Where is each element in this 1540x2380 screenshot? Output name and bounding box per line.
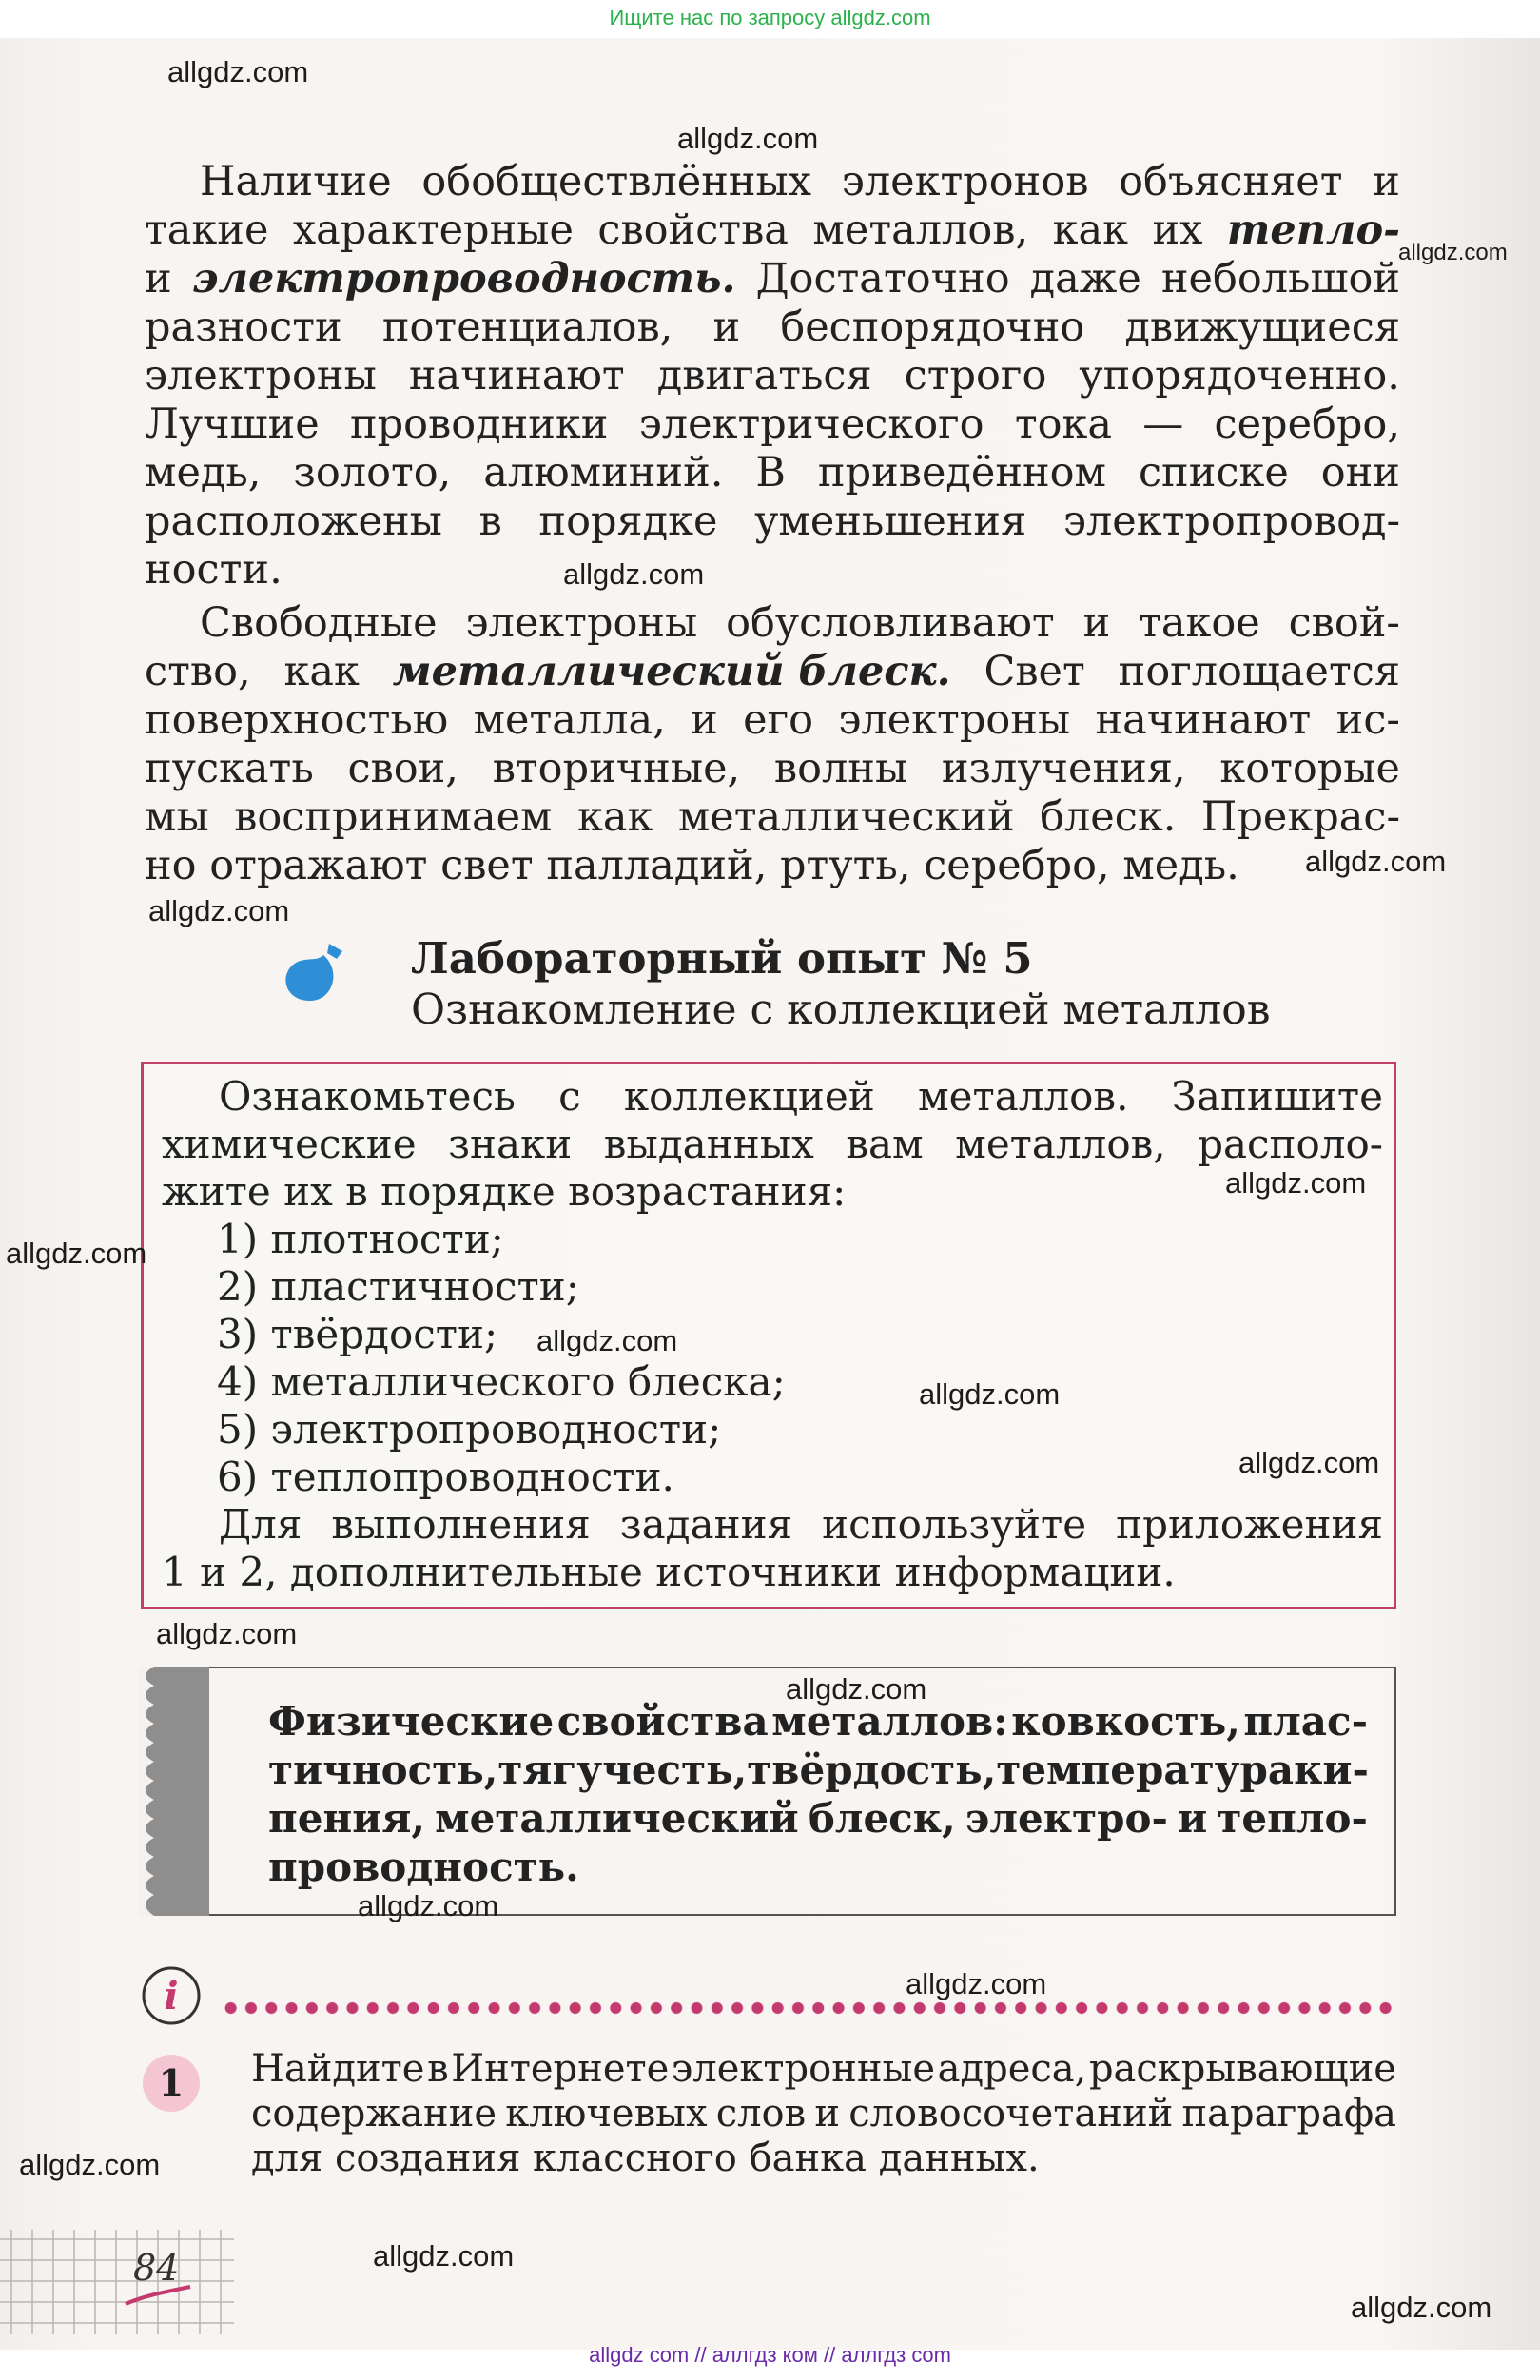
watermark[interactable]: allgdz.com: [906, 1967, 1047, 2000]
task-list: [162, 1216, 1383, 1501]
page-grid-icon: [0, 2230, 234, 2334]
bottom-banner[interactable]: allgdz com // аллгдз ком // аллгдз com: [589, 2343, 951, 2367]
word: Интернете: [451, 2047, 670, 2091]
word: используйте: [822, 1501, 1087, 1548]
text-line: [251, 2092, 1396, 2136]
watermark[interactable]: allgdz.com: [6, 1237, 147, 1270]
word: беспорядочно: [780, 303, 1085, 351]
word: проводность.: [268, 1844, 579, 1890]
watermark[interactable]: allgdz.com: [919, 1377, 1061, 1411]
word: свой-: [1288, 599, 1400, 647]
word: и: [1178, 1795, 1208, 1842]
info-letter: i: [164, 1974, 179, 2019]
word: проводники: [349, 400, 609, 448]
word: двигаться: [656, 352, 872, 400]
word: тичность,: [268, 1746, 498, 1793]
word: в: [427, 2047, 449, 2091]
word: и: [814, 2092, 840, 2136]
word: жите их в порядке возрастания:: [162, 1168, 847, 1215]
watermark[interactable]: allgdz.com: [536, 1324, 678, 1357]
word: в: [478, 497, 502, 545]
word: свойства: [597, 206, 789, 254]
word: приложения: [1116, 1501, 1383, 1548]
page-number: 84: [133, 2247, 180, 2289]
text-line: [268, 1794, 1368, 1843]
word: металлов.: [917, 1073, 1129, 1120]
word: с: [558, 1073, 581, 1120]
word: блеск,: [808, 1795, 956, 1842]
word: строго: [904, 352, 1047, 400]
word: и: [145, 255, 172, 302]
list-item: 5) электропроводности;: [217, 1406, 722, 1453]
notebook-strip-icon: [139, 1667, 209, 1916]
question-text: [251, 2047, 1396, 2181]
text-line: [145, 206, 1400, 255]
word: упорядоченно.: [1079, 352, 1400, 400]
word: даже: [1029, 255, 1141, 302]
text-line: [145, 497, 1400, 546]
word: раскрывающие: [1088, 2047, 1396, 2091]
word: задания: [619, 1501, 793, 1548]
word: содержание: [251, 2092, 497, 2136]
word: ки-: [1294, 1746, 1369, 1793]
text-line: [145, 303, 1400, 352]
word: металлов,: [812, 206, 1029, 254]
word: Свободные: [200, 599, 438, 647]
text-line: [162, 1501, 1383, 1549]
word: движущиеся: [1124, 303, 1400, 351]
word: и: [712, 303, 741, 351]
word: расположены: [145, 497, 442, 545]
word: они: [1320, 449, 1400, 497]
watermark[interactable]: allgdz.com: [19, 2148, 161, 2181]
word: характерные: [292, 206, 574, 254]
word: волны: [773, 745, 908, 792]
word: потенциалов,: [381, 303, 673, 351]
word: но отражают свет палладий, ртуть, серебро, медь.: [145, 842, 1239, 889]
term-metallic-luster: металлический блеск.: [392, 648, 951, 695]
word: Достаточно: [755, 255, 1010, 302]
word: их: [1152, 206, 1203, 254]
word: электроны: [465, 599, 698, 647]
word: электрического: [638, 400, 984, 448]
word: коллекцией: [623, 1073, 875, 1120]
word: В: [755, 449, 786, 497]
text-line: [145, 842, 1400, 890]
question-number: 1: [143, 2055, 200, 2112]
watermark[interactable]: allgdz.com: [1398, 240, 1508, 265]
word: порядке: [538, 497, 718, 545]
word: металлов:: [771, 1698, 1008, 1745]
word: излучения,: [941, 745, 1186, 792]
word: Запишите: [1171, 1073, 1383, 1120]
text-line: [145, 546, 1400, 595]
word: поверхностью: [145, 696, 449, 744]
text-line: [251, 2047, 1396, 2092]
text-line: [145, 599, 1400, 648]
word: пения,: [268, 1795, 426, 1842]
watermark[interactable]: allgdz.com: [167, 55, 309, 88]
word: плас-: [1243, 1698, 1368, 1745]
word: металлов,: [955, 1121, 1166, 1167]
word: серебро,: [1214, 400, 1400, 448]
word: для создания классного банка данных.: [251, 2136, 1040, 2180]
word: воспринимаем: [234, 793, 553, 841]
word: ис-: [1335, 696, 1400, 744]
word: поглощается: [1118, 648, 1400, 695]
text-line: [162, 1168, 1383, 1216]
word: приведённом: [817, 449, 1107, 497]
text-line: [268, 1843, 1368, 1891]
term-heat: тепло-: [1226, 206, 1400, 254]
word: как: [283, 648, 360, 695]
word: ности.: [145, 546, 283, 594]
word: выданных: [603, 1121, 814, 1167]
word: электро-: [965, 1795, 1168, 1842]
word: —: [1142, 400, 1184, 448]
word: Лучшие: [145, 400, 320, 448]
word: пускать: [145, 745, 314, 792]
watermark[interactable]: allgdz.com: [786, 1672, 927, 1706]
watermark[interactable]: allgdz.com: [1351, 2291, 1492, 2324]
word: металла,: [473, 696, 666, 744]
word: твёрдость,: [747, 1746, 997, 1793]
text-line: [145, 255, 1400, 303]
word: тепло-: [1217, 1795, 1368, 1842]
list-item: 6) теплопроводности.: [217, 1453, 674, 1500]
word: вторичные,: [492, 745, 741, 792]
word: электропровод-: [1062, 497, 1400, 545]
word: ключевых: [505, 2092, 708, 2136]
word: тягучесть,: [497, 1746, 748, 1793]
word: как: [576, 793, 653, 841]
list-item: 2) пластичности;: [217, 1263, 579, 1310]
text-line: [162, 1073, 1383, 1121]
word: обобществлённых: [421, 158, 812, 205]
word: свои,: [347, 745, 458, 792]
word: Физические: [268, 1698, 555, 1745]
text-line: [145, 793, 1400, 842]
word: металлический: [435, 1795, 799, 1842]
word: металлический: [677, 793, 1015, 841]
word: Прекрас-: [1200, 793, 1400, 841]
text-line: [251, 2136, 1396, 2181]
word: которые: [1219, 745, 1400, 792]
lab-title: Лабораторный опыт № 5: [411, 933, 1033, 984]
word: вам: [846, 1121, 924, 1167]
word: тока: [1014, 400, 1113, 448]
word: электроны: [838, 696, 1071, 744]
text-line: [162, 1549, 1383, 1596]
text-line: [145, 745, 1400, 793]
word: ство,: [145, 648, 251, 695]
word: слов: [715, 2092, 807, 2136]
word: и: [1082, 599, 1111, 647]
watermark[interactable]: allgdz.com: [358, 1889, 499, 1922]
word: как: [1052, 206, 1128, 254]
flask-icon: [282, 940, 348, 1006]
word: Найдите: [251, 2047, 425, 2091]
word: небольшой: [1160, 255, 1400, 302]
list-item: 4) металлического блеска;: [217, 1358, 786, 1405]
word: Свет: [984, 648, 1085, 695]
info-icon: [141, 1965, 202, 2026]
text-line: [162, 1121, 1383, 1168]
word: химические: [162, 1121, 417, 1167]
word: выполнения: [331, 1501, 591, 1548]
text-line: [145, 158, 1400, 206]
word: Ознакомьтесь: [219, 1073, 516, 1120]
watermark[interactable]: allgdz.com: [373, 2239, 515, 2273]
text-line: [145, 352, 1400, 400]
term-conductivity: электропроводность.: [191, 255, 736, 302]
text-line: [145, 696, 1400, 745]
word: такое: [1139, 599, 1260, 647]
watermark[interactable]: allgdz.com: [563, 557, 705, 591]
list-item: 3) твёрдости;: [217, 1311, 498, 1357]
word: словосочетаний: [848, 2092, 1174, 2136]
text-line: [145, 449, 1400, 497]
word: ковкость,: [1011, 1698, 1240, 1745]
watermark[interactable]: allgdz.com: [156, 1617, 298, 1650]
word: Наличие: [200, 158, 392, 205]
word: такие: [145, 206, 269, 254]
paragraph-1: [145, 158, 1400, 595]
word: блеск.: [1040, 793, 1177, 841]
dotted-divider: [221, 2001, 1396, 2015]
watermark[interactable]: allgdz.com: [1238, 1446, 1380, 1479]
word: электронные: [671, 2047, 936, 2091]
word: параграфа: [1181, 2092, 1396, 2136]
text-line: [145, 400, 1400, 449]
word: медь,: [145, 449, 262, 497]
word: мы: [145, 793, 209, 841]
definition-text: [268, 1697, 1368, 1891]
word: и: [691, 696, 718, 744]
word: его: [743, 696, 813, 744]
word: знаки: [448, 1121, 573, 1167]
word: алюминий.: [483, 449, 724, 497]
text-line: [145, 648, 1400, 696]
word: 1 и 2, дополнительные источники информации.: [162, 1549, 1176, 1595]
word: температура: [996, 1746, 1295, 1793]
word: адреса,: [937, 2047, 1087, 2091]
word: Для: [219, 1501, 302, 1548]
word: списке: [1138, 449, 1289, 497]
paragraph-2: [145, 599, 1400, 890]
word: электроны: [145, 352, 377, 400]
task-text: [162, 1073, 1383, 1596]
word: разности: [145, 303, 342, 351]
word: начинают: [1095, 696, 1312, 744]
lab-subtitle: Ознакомление с коллекцией металлов: [411, 985, 1271, 1034]
word: начинают: [408, 352, 625, 400]
watermark[interactable]: allgdz.com: [1225, 1166, 1367, 1200]
watermark[interactable]: allgdz.com: [1305, 845, 1447, 878]
word: обусловливают: [726, 599, 1055, 647]
word: свойства: [556, 1698, 769, 1745]
watermark[interactable]: allgdz.com: [148, 894, 290, 927]
word: располо-: [1198, 1121, 1383, 1167]
text-line: [268, 1746, 1368, 1794]
word: и: [1373, 158, 1400, 205]
word: уменьшения: [754, 497, 1027, 545]
word: золото,: [293, 449, 452, 497]
top-banner[interactable]: Ищите нас по запросу allgdz.com: [609, 6, 931, 29]
watermark[interactable]: allgdz.com: [677, 122, 819, 155]
word: объясняет: [1119, 158, 1343, 205]
word: электронов: [841, 158, 1089, 205]
list-item: 1) плотности;: [217, 1216, 504, 1262]
